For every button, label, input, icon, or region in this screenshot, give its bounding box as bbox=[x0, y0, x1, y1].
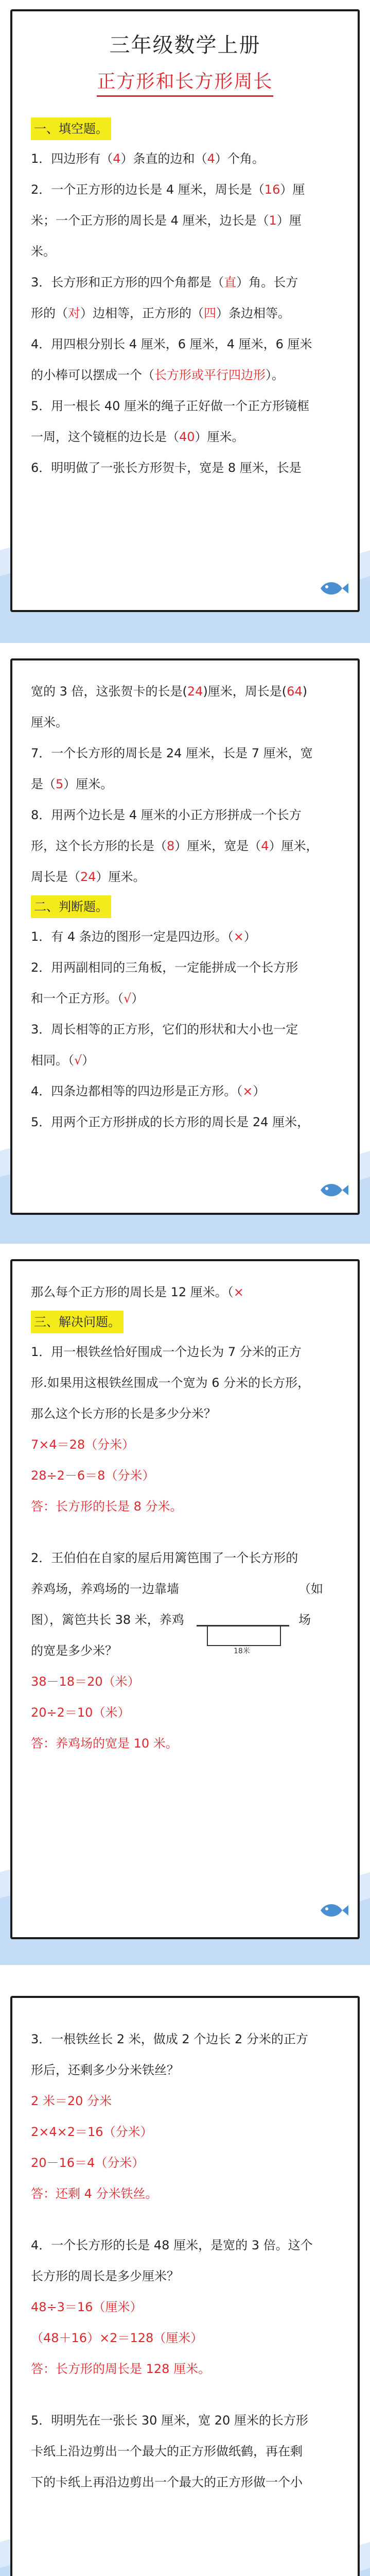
page-subtitle: 正方形和长方形周长 bbox=[12, 67, 358, 97]
page-panel-1 bbox=[0, 0, 370, 643]
question-line: 米；一个正方形的周长是 4 厘米，边长是（1）厘 bbox=[31, 213, 302, 228]
question-line: 卡纸上沿边剪出一个最大的正方形做纸鹤，再在剩 bbox=[31, 2444, 303, 2459]
answer-line: 答：还剩 4 分米铁丝。 bbox=[31, 2187, 158, 2201]
question-line: 厘米。 bbox=[31, 715, 68, 730]
question-line: 那么每个正方形的周长是 12 厘米。（× bbox=[31, 1285, 244, 1299]
answer-line: 7×4＝28（分米） bbox=[31, 1437, 135, 1452]
question-line: 6．明明做了一张长方形贺卡，宽是 8 厘米，长是 bbox=[31, 461, 302, 475]
question-line: 2．一个正方形的边长是 4 厘米，周长是（16）厘 bbox=[31, 182, 305, 197]
question-line: 4．用四根分别长 4 厘米，6 厘米，4 厘米，6 厘米 bbox=[31, 337, 312, 351]
answer-line: 2 米＝20 分米 bbox=[31, 2094, 112, 2108]
answer-line: 20－16＝4（分米） bbox=[31, 2156, 145, 2170]
question-line: 米。 bbox=[31, 244, 56, 259]
question-line: 养鸡场，养鸡场的一边靠墙 （如 bbox=[31, 1582, 323, 1596]
question-line: 4．一个长方形的长是 48 厘米，是宽的 3 倍。这个 bbox=[31, 2238, 313, 2252]
section-heading-judge: 二、判断题。 bbox=[31, 895, 111, 918]
question-line: 1．有 4 条边的图形一定是四边形。（×） bbox=[31, 929, 256, 944]
fish-icon bbox=[316, 1900, 348, 1921]
section-heading-fill: 一、填空题。 bbox=[31, 117, 111, 140]
question-line: 形后，还剩多少分米铁丝？ bbox=[31, 2063, 179, 2077]
question-line: 形.如果用这根铁丝围成一个宽为 6 分米的长方形， bbox=[31, 1376, 310, 1390]
question-line: 长方形的周长是多少厘米？ bbox=[31, 2269, 179, 2283]
section-heading-solve: 三、解决问题。 bbox=[31, 1311, 124, 1333]
answer-line: 28÷2－6＝8（分米） bbox=[31, 1468, 155, 1483]
question-line: 5．明明先在一张长 30 厘米，宽 20 厘米的长方形 bbox=[31, 2413, 308, 2428]
answer-line: 答：养鸡场的宽是 10 米。 bbox=[31, 1736, 178, 1751]
question-line: 4．四条边都相等的四边形是正方形。（×） bbox=[31, 1084, 266, 1098]
page-panel-2 bbox=[0, 643, 370, 1244]
answer-line: 答：长方形的长是 8 分米。 bbox=[31, 1499, 183, 1514]
content-frame bbox=[10, 1996, 360, 2576]
content-frame bbox=[10, 1259, 360, 1939]
question-line: 3．周长相等的正方形，它们的形状和大小也一定 bbox=[31, 1022, 298, 1037]
answer-line: 答：长方形的周长是 128 厘米。 bbox=[31, 2362, 211, 2376]
question-line: 形，这个长方形的长是（8）厘米，宽是（4）厘米， bbox=[31, 839, 319, 853]
page-title: 三年级数学上册 bbox=[109, 33, 261, 57]
question-line: 宽的 3 倍，这张贺卡的长是(24)厘米，周长是(64) bbox=[31, 684, 308, 699]
question-line: 8．用两个边长是 4 厘米的小正方形拼成一个长方 bbox=[31, 808, 302, 822]
answer-line: 2×4×2＝16（分米） bbox=[31, 2125, 153, 2139]
question-line: 周长是（24）厘米。 bbox=[31, 870, 146, 884]
question-line: 2．用两副相同的三角板，一定能拼成一个长方形 bbox=[31, 960, 298, 975]
page-panel-3 bbox=[0, 1244, 370, 1965]
chicken-yard-figure bbox=[197, 1625, 289, 1654]
fence-length-label: 18米 bbox=[234, 1647, 250, 1655]
question-line: 和一个正方形。（√） bbox=[31, 991, 144, 1006]
question-line: 3．长方形和正方形的四个角都是（直）角。长方 bbox=[31, 275, 298, 290]
question-line: 的宽是多少米？ bbox=[31, 1643, 117, 1658]
question-line: 1．用一根铁丝恰好围成一个边长为 7 分米的正方 bbox=[31, 1345, 302, 1359]
question-line: 5．用两个正方形拼成的长方形的周长是 24 厘米， bbox=[31, 1115, 310, 1129]
question-line: 下的卡纸上再沿边剪出一个最大的正方形做一个小 bbox=[31, 2475, 303, 2489]
question-line: 是（5）厘米。 bbox=[31, 777, 113, 791]
fence-rect bbox=[207, 1626, 281, 1646]
page-panel-4 bbox=[0, 1965, 370, 2576]
question-line: 3．一根铁丝长 2 米，做成 2 个边长 2 分米的正方 bbox=[31, 2032, 308, 2046]
question-line: 相同。（√） bbox=[31, 1053, 95, 1067]
answer-line: 38－18＝20（米） bbox=[31, 1674, 140, 1689]
question-line: 那么这个长方形的长是多少分米？ bbox=[31, 1406, 216, 1421]
question-line: 1．四边形有（4）条直的边和（4）个角。 bbox=[31, 151, 265, 166]
question-line: 的小棒可以摆成一个（长方形或平行四边形）。 bbox=[31, 368, 284, 382]
answer-line: （48＋16）×2＝128（厘米） bbox=[31, 2331, 203, 2345]
fish-icon bbox=[316, 578, 348, 599]
question-line: 图），篱笆共长 38 米，养鸡 场 bbox=[31, 1613, 311, 1627]
content-frame bbox=[10, 9, 360, 612]
question-line: 7．一个长方形的周长是 24 厘米，长是 7 厘米，宽 bbox=[31, 746, 313, 760]
question-line: 一周，这个镜框的边长是（40）厘米。 bbox=[31, 430, 244, 444]
question-line: 5．用一根长 40 厘米的绳子正好做一个正方形镜框 bbox=[31, 399, 310, 413]
answer-line: 20÷2＝10（米） bbox=[31, 1705, 130, 1720]
question-line: 形的（对）边相等，正方形的（四）条边相等。 bbox=[31, 306, 290, 320]
answer-line: 48÷3＝16（厘米） bbox=[31, 2300, 143, 2314]
question-line: 2．王伯伯在自家的屋后用篱笆围了一个长方形的 bbox=[31, 1551, 298, 1565]
fish-icon bbox=[316, 1180, 348, 1200]
content-frame bbox=[10, 658, 360, 1215]
